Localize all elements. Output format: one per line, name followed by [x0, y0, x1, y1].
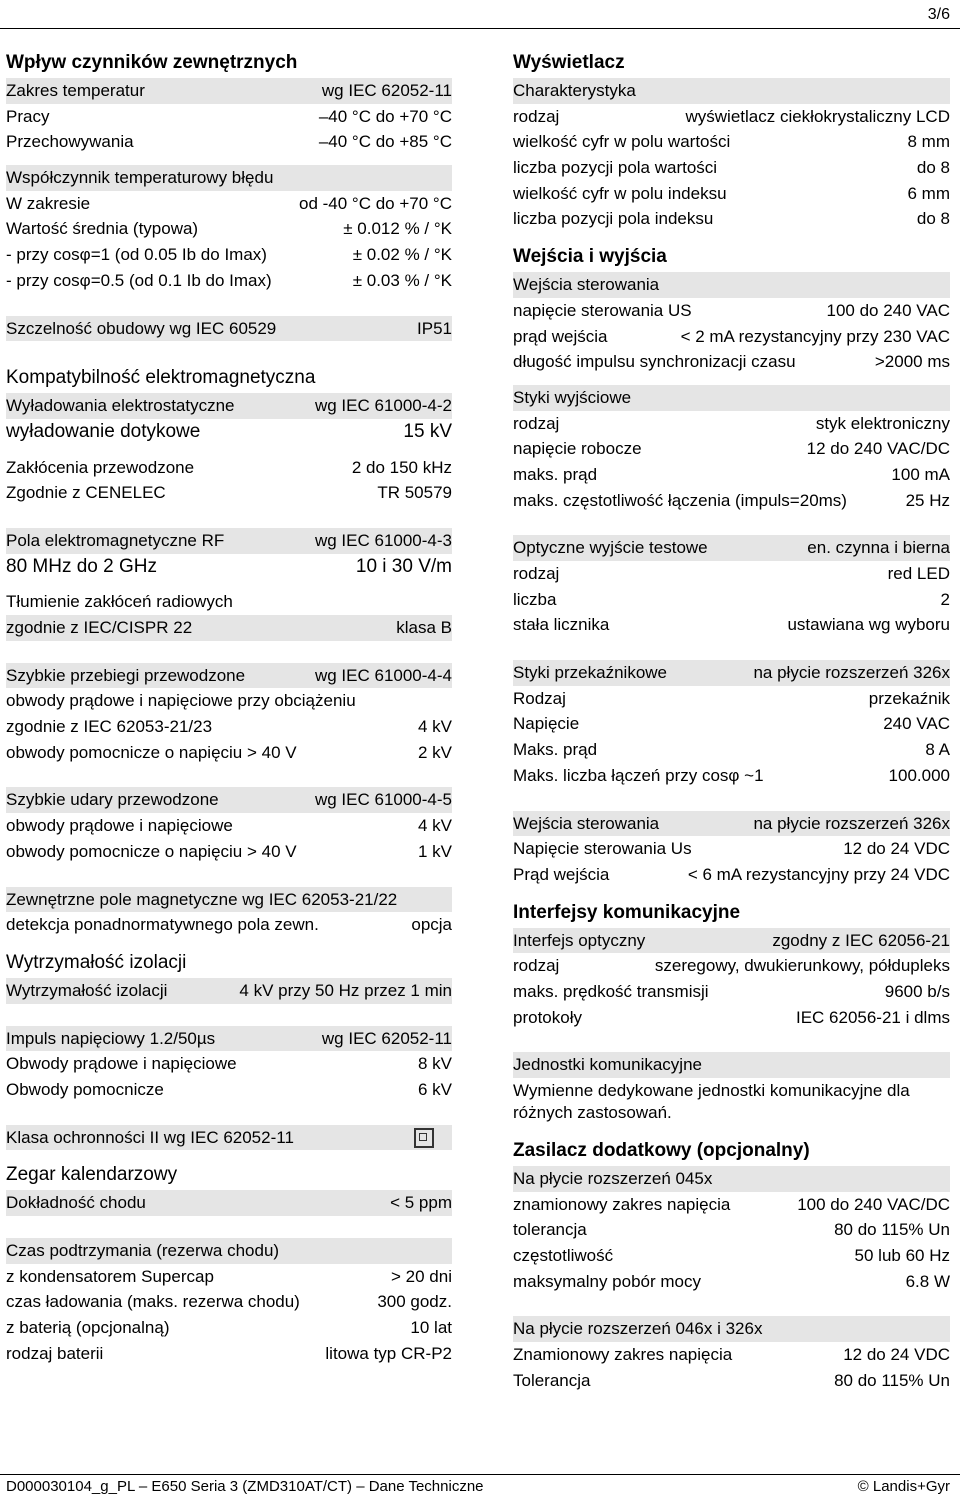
spec-row: Maks. liczba łączeń przy cosφ ~1 100.000 [513, 765, 950, 785]
spec-row: Dokładność chodu < 5 ppm [6, 1190, 452, 1216]
double-insulation-icon [414, 1128, 434, 1148]
spec-row: liczba pozycji pola indeksu do 8 [513, 209, 950, 229]
spec-row: rodzaj red LED [513, 564, 950, 583]
spec-row: maks. prędkość transmisji 9600 b/s [513, 981, 950, 1001]
spec-row: obwody prądowe i napięciowe 4 kV [6, 816, 452, 836]
spec-row: Styki przekaźnikowe na płycie rozszerzeń 326x [513, 660, 950, 686]
page-number: 3/6 [927, 6, 950, 23]
spec-row: zgodnie z IEC 62053-21/23 4 kV [6, 717, 452, 737]
spec-row: obwody pomocnicze o napięciu > 40 V 2 kV [6, 742, 452, 762]
spec-row: Optyczne wyjście testowe en. czynna i bierna [513, 535, 950, 561]
spec-row: Klasa ochronności II wg IEC 62052-11 [6, 1125, 452, 1151]
spec-row: częstotliwość 50 lub 60 Hz [513, 1246, 950, 1266]
spec-row: Obwody pomocnicze 6 kV [6, 1079, 452, 1099]
spec-row: 80 MHz do 2 GHz 10 i 30 V/m [6, 555, 452, 577]
right-column [513, 48, 950, 1394]
spec-row: Maks. prąd 8 A [513, 740, 950, 760]
spec-row: Impuls napięciowy 1.2/50µs wg IEC 62052-11 [6, 1026, 452, 1052]
spec-row: Pracy –40 °C do +70 °C [6, 106, 452, 126]
spec-row: detekcja ponadnormatywnego pola zewn. opcja [6, 915, 452, 935]
spec-row: Wartość średnia (typowa) ± 0.012 % / °K [6, 219, 452, 239]
spec-row: Tłumienie zakłóceń radiowych [6, 592, 233, 612]
spec-row: Rodzaj przekaźnik [513, 688, 950, 708]
spec-row: Obwody prądowe i napięciowe 8 kV [6, 1054, 452, 1074]
spec-row: obwody prądowe i napięciowe przy obciążeniu [6, 691, 356, 711]
spec-row: Zakres temperatur wg IEC 62052-11 [6, 78, 452, 104]
spec-row: Zgodnie z CENELEC TR 50579 [6, 483, 452, 503]
spec-row: W zakresie od -40 °C do +70 °C [6, 193, 452, 213]
spec-row: długość impulsu synchronizacji czasu >2000 ms [513, 352, 950, 372]
footer [6, 1478, 950, 1495]
spec-row: wielkość cyfr w polu indeksu 6 mm [513, 183, 950, 203]
spec-row: Zewnętrzne pole magnetyczne wg IEC 62053-21/22 [6, 887, 452, 913]
spec-row: rodzaj szeregowy, dwukierunkowy, półdupleks [513, 956, 950, 976]
spec-row: Prąd wejścia < 6 mA rezystancyjny przy 24 VDC [513, 864, 950, 884]
spec-row: Pola elektromagnetyczne RF wg IEC 61000-4-3 [6, 528, 452, 554]
spec-row: wielkość cyfr w polu wartości 8 mm [513, 132, 950, 152]
spec-row: napięcie robocze 12 do 240 VAC/DC [513, 439, 950, 459]
spec-row: Czas podtrzymania (rezerwa chodu) [6, 1238, 452, 1264]
footer-copyright: © Landis+Gyr [857, 1478, 950, 1495]
spec-row: maksymalny pobór mocy 6.8 W [513, 1271, 950, 1291]
spec-row: Współczynnik temperaturowy błędu [6, 165, 452, 191]
spec-row: Szybkie przebiegi przewodzone wg IEC 61000-4-4 [6, 663, 452, 689]
section-title: Kompatybilność elektromagnetyczna [6, 367, 316, 389]
spec-row: maks. prąd 100 mA [513, 464, 950, 484]
spec-row: z baterią (opcjonalną) 10 lat [6, 1318, 452, 1338]
spec-row: liczba 2 [513, 589, 950, 609]
spec-row: Styki wyjściowe [513, 385, 950, 411]
spec-row: znamionowy zakres napięcia 100 do 240 VAC/DC [513, 1194, 950, 1214]
spec-row: napięcie sterowania US 100 do 240 VAC [513, 300, 950, 320]
spec-row: Jednostki komunikacyjne [513, 1052, 950, 1078]
spec-row: Na płycie rozszerzeń 045x [513, 1166, 950, 1192]
section-title: Zegar kalendarzowy [6, 1164, 178, 1186]
spec-row: - przy cosφ=0.5 (od 0.1 Ib do Imax) ± 0.03 % / °K [6, 270, 452, 290]
spec-row: tolerancja 80 do 115% Un [513, 1220, 950, 1240]
spec-row: zgodnie z IEC/CISPR 22 klasa B [6, 615, 452, 641]
spec-row: protokoły IEC 62056-21 i dlms [513, 1007, 950, 1027]
footer-doc-id: D000030104_g_PL – E650 Seria 3 (ZMD310AT/CT) – Dane Techniczne [6, 1478, 484, 1495]
section-title: Zasilacz dodatkowy (opcjonalny) [513, 1140, 810, 1161]
spec-row: Charakterystyka [513, 78, 950, 104]
spec-row: Wytrzymałość izolacji 4 kV przy 50 Hz przez 1 min [6, 978, 452, 1004]
left-column [6, 48, 452, 1366]
spec-row: rodzaj styk elektroniczny [513, 413, 950, 433]
spec-row: Zakłócenia przewodzone 2 do 150 kHz [6, 457, 452, 477]
spec-row: Interfejs optyczny zgodny z IEC 62056-21 [513, 928, 950, 954]
spec-row: rodzaj baterii litowa typ CR-P2 [6, 1343, 452, 1363]
spec-row: Wejścia sterowania [513, 272, 950, 298]
spec-row: wyładowanie dotykowe 15 kV [6, 420, 452, 442]
section-title: Interfejsy komunikacyjne [513, 901, 741, 923]
spec-row: prąd wejścia < 2 mA rezystancyjny przy 230 VAC [513, 326, 950, 346]
spec-row: maks. częstotliwość łączenia (impuls=20ms) 25 Hz [513, 490, 950, 510]
spec-row: stała licznika ustawiana wg wyboru [513, 615, 950, 635]
spec-row: Napięcie 240 VAC [513, 714, 950, 734]
spec-row: - przy cosφ=1 (od 0.05 Ib do Imax) ± 0.02 % / °K [6, 245, 452, 265]
section-title: Wytrzymałość izolacji [6, 951, 187, 973]
spec-row: Tolerancja 80 do 115% Un [513, 1370, 950, 1390]
section-title: Wyświetlacz [513, 52, 625, 73]
spec-row: Napięcie sterowania Us 12 do 24 VDC [513, 839, 950, 859]
spec-row: obwody pomocnicze o napięciu > 40 V 1 kV [6, 841, 452, 861]
spec-row: Szybkie udary przewodzone wg IEC 61000-4-5 [6, 787, 452, 813]
spec-row: Przechowywania –40 °C do +85 °C [6, 132, 452, 152]
spec-row: Wyładowania elektrostatyczne wg IEC 61000-4-2 [6, 393, 452, 419]
spec-row: Szczelność obudowy wg IEC 60529 IP51 [6, 316, 452, 342]
spec-row: Znamionowy zakres napięcia 12 do 24 VDC [513, 1345, 950, 1365]
section-title: Wejścia i wyjścia [513, 246, 667, 268]
footer-rule [0, 1474, 960, 1475]
spec-row: z kondensatorem Supercap > 20 dni [6, 1266, 452, 1286]
spec-text: Wymienne dedykowane jednostki komunikacyjne dla różnych zastosowań. [513, 1081, 910, 1122]
spec-row: Na płycie rozszerzeń 046x i 326x [513, 1316, 950, 1342]
section-title: Wpływ czynników zewnętrznych [6, 52, 298, 73]
spec-row: czas ładowania (maks. rezerwa chodu) 300 godz. [6, 1292, 452, 1312]
spec-row: rodzaj wyświetlacz ciekłokrystaliczny LCD [513, 106, 950, 126]
top-rule [0, 28, 960, 29]
spec-row: liczba pozycji pola wartości do 8 [513, 158, 950, 178]
spec-row: Wejścia sterowania na płycie rozszerzeń 326x [513, 811, 950, 837]
